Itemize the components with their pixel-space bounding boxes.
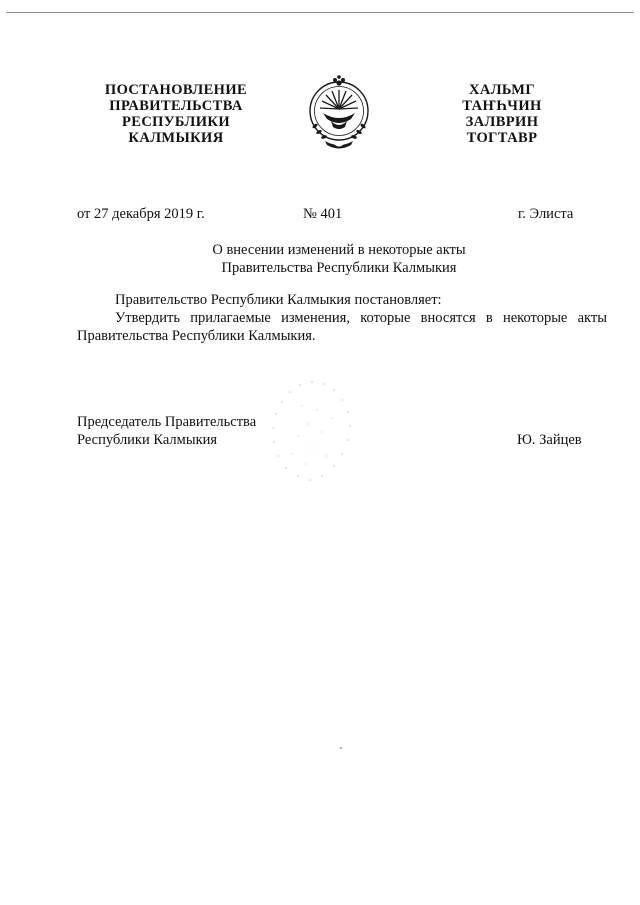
header-right-line-4: ТОГТАВР	[466, 130, 538, 146]
header-left-line-4: КАЛМЫКИЯ	[128, 130, 224, 146]
signature-position-line-2: Республики Калмыкия	[77, 432, 218, 448]
top-rule	[6, 12, 634, 13]
title-line-1: О внесении изменений в некоторые акты	[212, 242, 466, 258]
body-paragraph-2: Утвердить прилагаемые изменения, которые вносятся в некоторые акты Правительства Республики Калмыкия.	[77, 310, 607, 344]
title-line-2: Правительства Республики Калмыкия	[221, 260, 457, 276]
header-left-title	[82, 82, 270, 146]
signatory-name: Ю. Зайцев	[517, 432, 582, 448]
header-left-line-2: ПРАВИТЕЛЬСТВА	[109, 98, 243, 114]
scan-speck	[340, 747, 342, 749]
header-right-line-1: ХАЛЬМГ	[468, 82, 536, 98]
document-city: г. Элиста	[518, 206, 574, 222]
header-right-line-2: ТАҤҺЧИН	[462, 98, 542, 114]
document-body	[77, 291, 607, 345]
signature-position	[77, 413, 256, 449]
body-paragraph-1: Правительство Республики Калмыкия постановляет:	[115, 292, 442, 308]
faint-seal-stamp-icon	[262, 372, 362, 494]
header-left-line-1: ПОСТАНОВЛЕНИЕ	[104, 82, 248, 98]
document-date: от 27 декабря 2019 г.	[77, 206, 205, 222]
header-right-title	[432, 82, 572, 146]
document-title	[120, 241, 558, 277]
signature-position-line-1: Председатель Правительства	[77, 414, 257, 430]
header-right-line-3: ЗАЛВРИН	[465, 114, 539, 130]
header-left-line-3: РЕСПУБЛИКИ	[121, 114, 231, 130]
kalmykia-coat-of-arms-icon	[301, 71, 377, 153]
document-number: № 401	[303, 206, 343, 222]
